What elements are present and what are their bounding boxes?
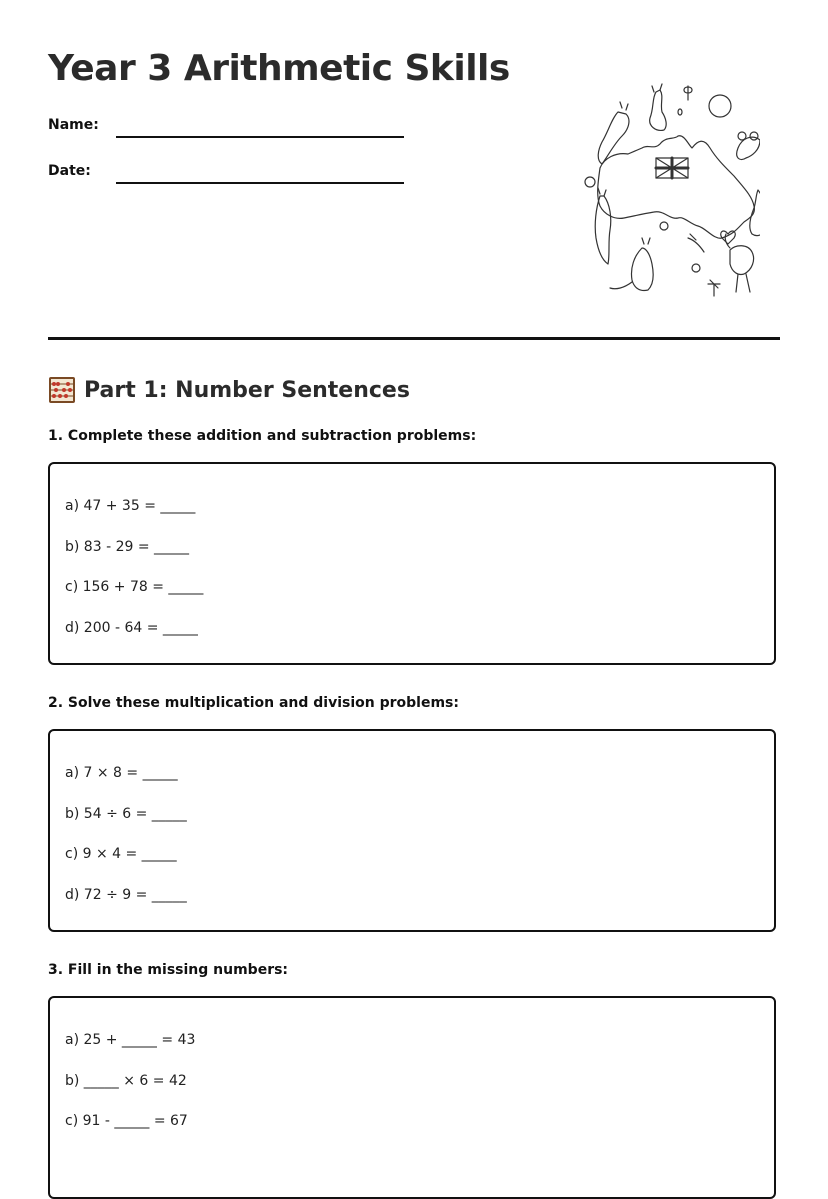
question-2-answer-box <box>48 729 776 932</box>
question-3-problem-a[interactable]: a) 25 + _____ = 43 <box>65 1032 196 1048</box>
page-title: Year 3 Arithmetic Skills <box>48 48 510 89</box>
question-3-answer-box <box>48 996 776 1199</box>
date-label: Date: <box>48 163 91 179</box>
question-2-problem-d[interactable]: d) 72 ÷ 9 = _____ <box>65 887 187 903</box>
name-field-row <box>48 117 408 147</box>
question-1-problem-c[interactable]: c) 156 + 78 = _____ <box>65 579 204 595</box>
name-answer-line[interactable] <box>116 136 404 138</box>
sun-shape <box>709 95 731 117</box>
question-2-prompt: 2. Solve these multiplication and division problems: <box>48 695 459 711</box>
part-1-heading <box>48 374 410 406</box>
question-2-problem-a[interactable]: a) 7 × 8 = _____ <box>65 765 178 781</box>
question-1-problem-a[interactable]: a) 47 + 35 = _____ <box>65 498 196 514</box>
part-1-title: Part 1: Number Sentences <box>84 377 410 403</box>
australia-outline <box>598 136 755 238</box>
question-2 <box>48 695 780 903</box>
question-1-answer-box <box>48 462 776 665</box>
date-answer-line[interactable] <box>116 182 404 184</box>
question-3-problem-b[interactable]: b) _____ × 6 = 42 <box>65 1073 187 1089</box>
question-3 <box>48 962 780 1129</box>
question-2-problem-c[interactable]: c) 9 × 4 = _____ <box>65 846 177 862</box>
name-label: Name: <box>48 117 99 133</box>
question-1 <box>48 428 780 636</box>
australia-map-animals-illustration <box>538 78 760 300</box>
question-1-prompt: 1. Complete these addition and subtraction problems: <box>48 428 477 444</box>
question-2-problem-b[interactable]: b) 54 ÷ 6 = _____ <box>65 806 187 822</box>
date-field-row <box>48 163 408 193</box>
question-1-problem-d[interactable]: d) 200 - 64 = _____ <box>65 620 198 636</box>
tasmania-shape <box>660 222 668 230</box>
question-3-problem-c[interactable]: c) 91 - _____ = 67 <box>65 1113 188 1129</box>
question-1-problem-b[interactable]: b) 83 - 29 = _____ <box>65 539 190 555</box>
question-3-prompt: 3. Fill in the missing numbers: <box>48 962 289 978</box>
abacus-icon <box>48 376 76 404</box>
section-divider <box>48 337 780 340</box>
